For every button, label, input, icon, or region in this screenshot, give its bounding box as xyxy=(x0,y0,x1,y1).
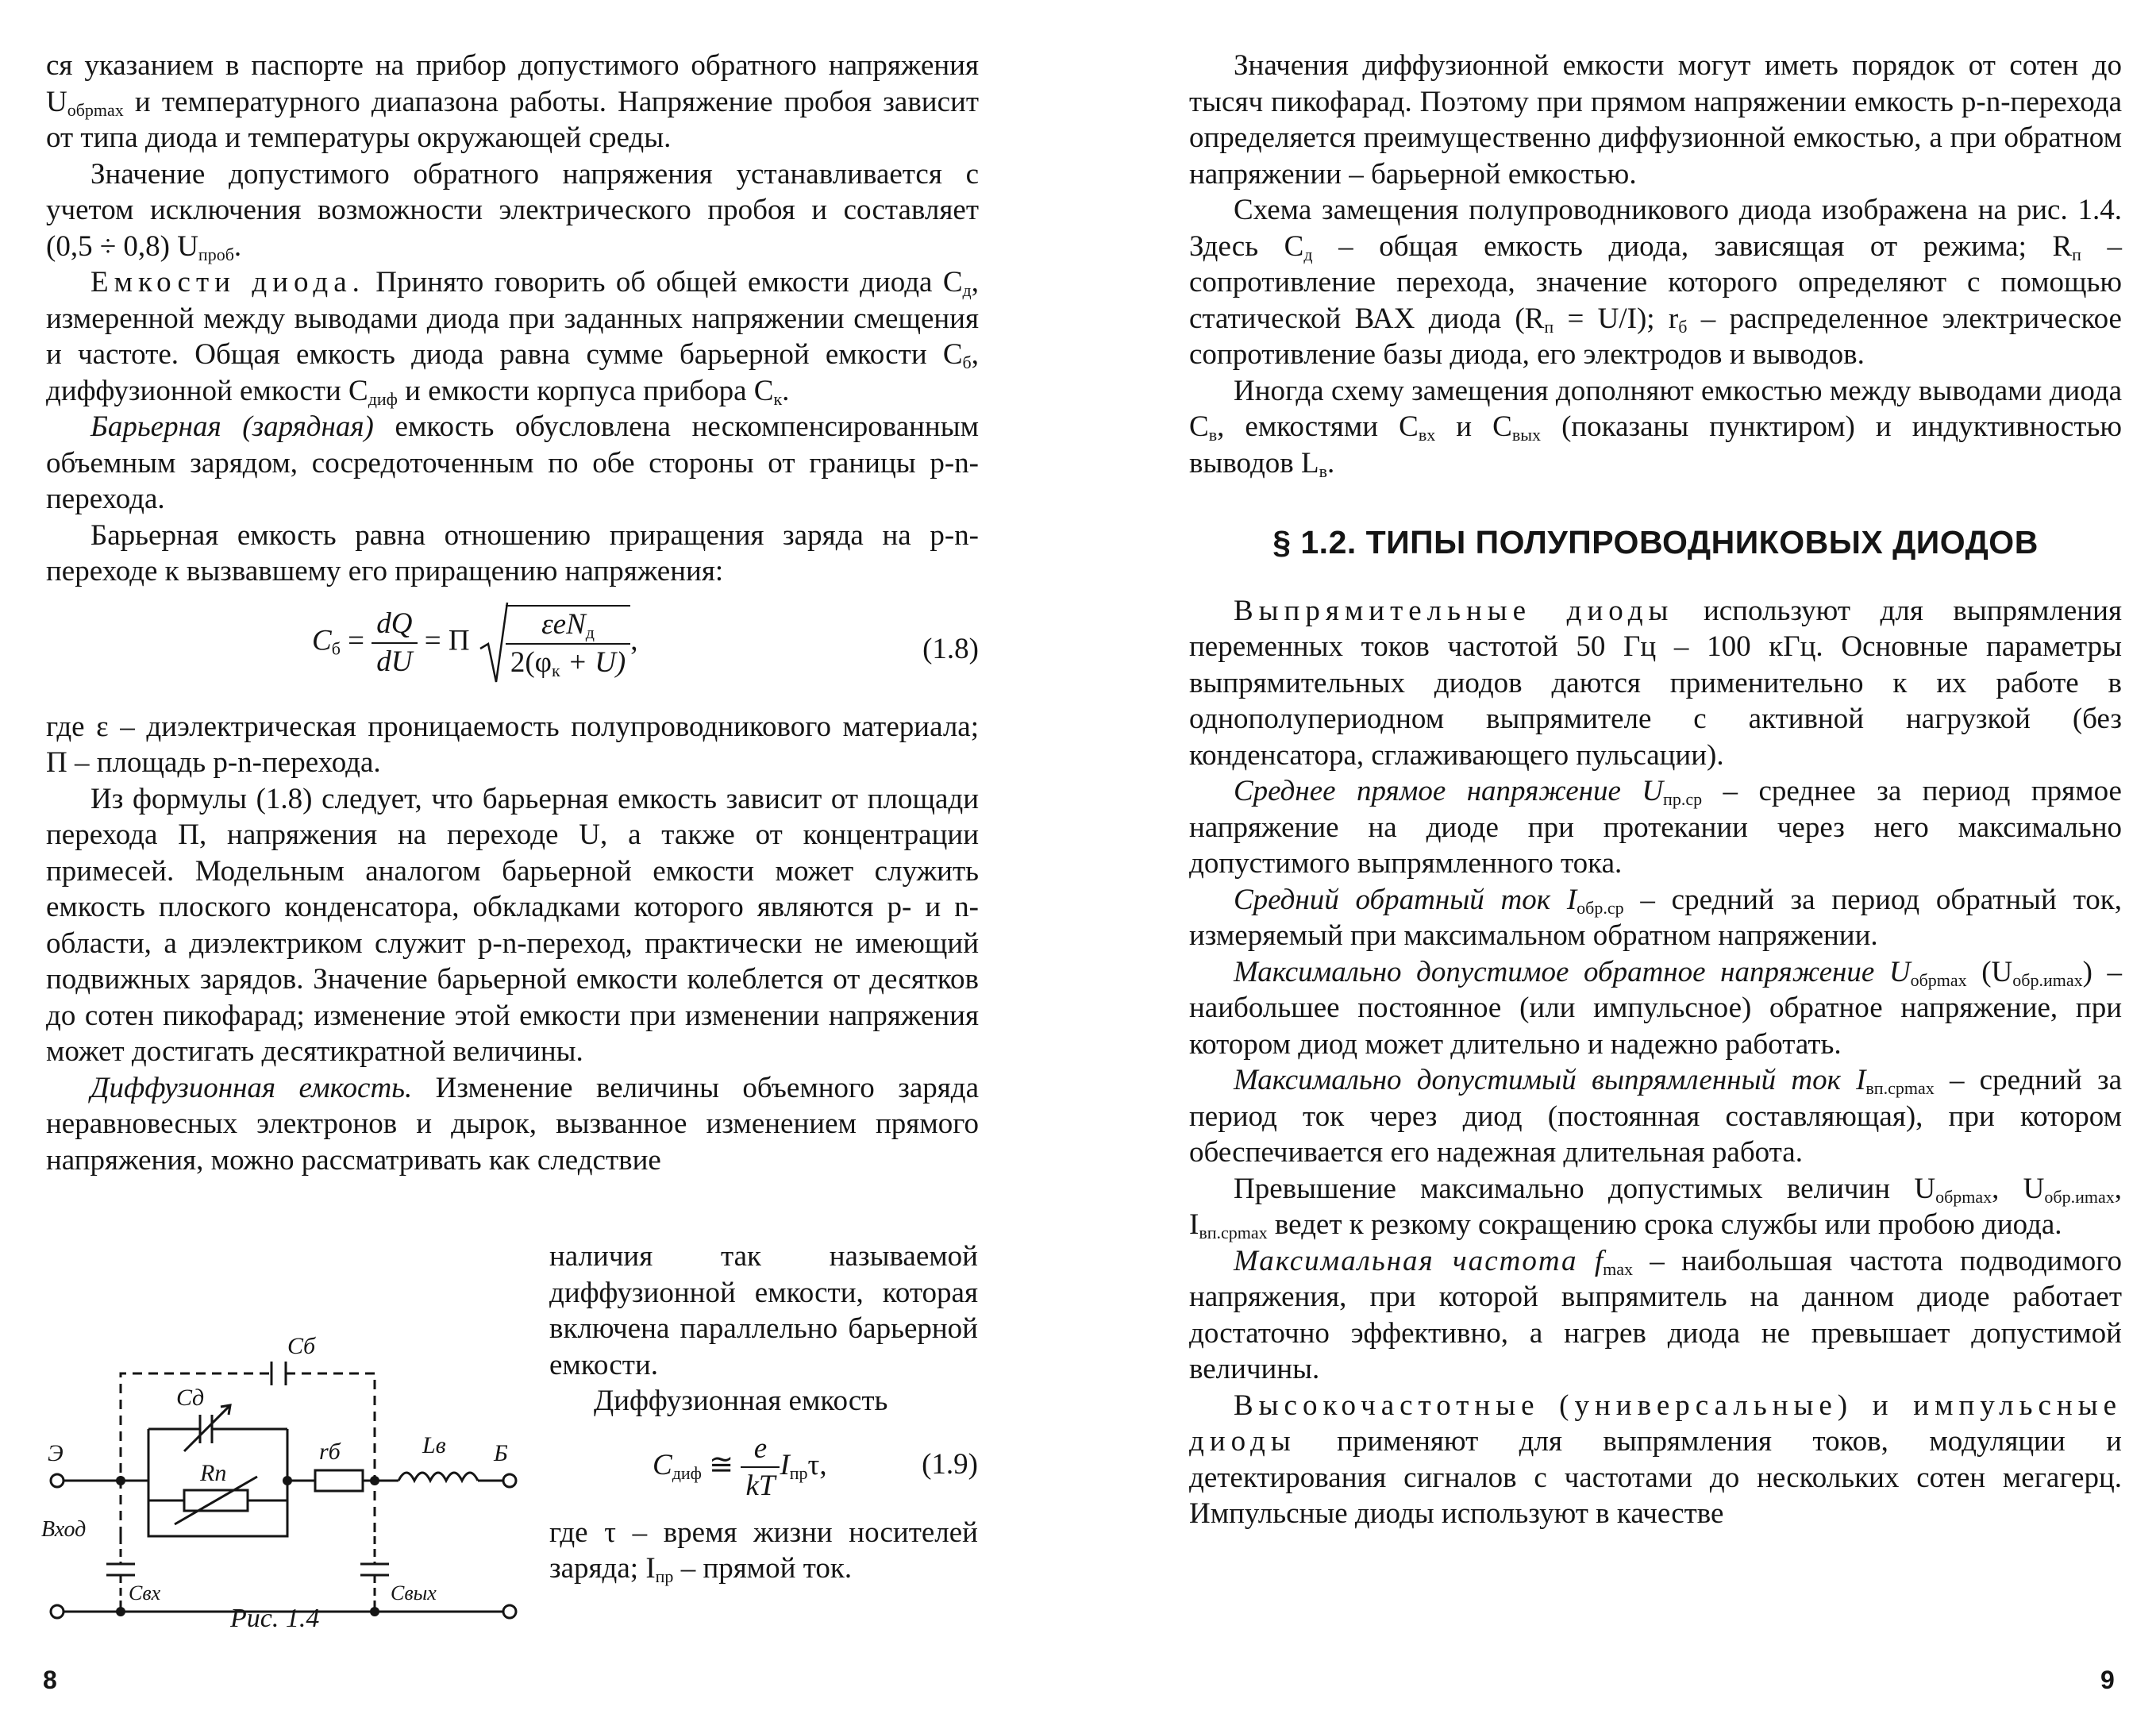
paragraph: ся указанием в паспорте на прибор допустимого обратного напряжения $U_{обрmax}$ и температурного диапазона работы. Напряжение пробоя зависит от типа диода и температуры окружающей среды. xyxy=(46,49,979,154)
paragraph: Диффузионная емкость. Изменение величины объемного заряда неравновесных электронов и дырок, вызванное изменением прямого напряжения, можно рассматривать как следствие xyxy=(46,1071,980,1177)
paragraph: Максимально допустимый выпрямленный ток $I_{вп.срmax}$ – средний за период ток через диод (постоянная составляющая), при котором обеспечивается его надежная длительная работа. xyxy=(1189,1064,2122,1169)
label-rb: rб xyxy=(319,1439,341,1465)
label-cout: Cвых xyxy=(391,1581,437,1604)
label-b: Б xyxy=(494,1440,508,1466)
paragraph: где ε – диэлектрическая проницаемость полупроводникового материала; П – площадь p-n-перехода. xyxy=(46,710,979,779)
paragraph: Из формулы (1.8) следует, что барьерная емкость зависит от площади перехода П, напряжения на переходе U, а также от концентрации примесей. Модельным аналогом барьерной емкости может служить емкость плоского конденсатора, обкладками которого являются p- и n-области, а диэлектриком служит p-n-переход, практически не имеющий подвижных зарядов. Значение барьерной емкости колеблется от десятков до сотен пикофарад; изменение этой емкости при изменении напряжения может достигать десятикратной величины. xyxy=(46,782,979,1068)
label-cd: Cд xyxy=(176,1385,205,1411)
circuit-diagram xyxy=(41,1326,533,1651)
page-number: 9 xyxy=(2100,1666,2115,1694)
paragraph: Иногда схему замещения дополняют емкостью между выводами диода $C_в$, емкостями $C_{вх}$ и $C_{вых}$ (показаны пунктиром) и индуктивностью выводов $L_в$. xyxy=(1189,374,2122,481)
figure-caption: Рис. 1.4 xyxy=(230,1604,320,1633)
sqrt-sign-icon xyxy=(477,599,509,687)
formula-1-9: $C_{диф}$ ≅ $\frac{e}{kT}$ $I_{пр}\tau$, (1.9) xyxy=(549,1419,978,1515)
paragraph: Превышение максимально допустимых величин $U_{обрmax}$, $U_{обр.иmax}$, $I_{вп.срmax}$ ведет к резкому сокращению срока службы или пробою диода. xyxy=(1189,1172,2122,1242)
paragraph: Высокочастотные (универсальные) и импульсные диоды применяют для выпрямления токов, модуляции и детектирования сигналов с частотами до нескольких сотен мегагерц. Импульсные диоды используют в качестве xyxy=(1189,1389,2122,1530)
paragraph: Максимальная частота $f_{max}$ – наибольшая частота подводимого напряжения, при которой выпрямитель на данном диоде работает достаточно эффективно, а нагрев диода не превышает допустимой величины. xyxy=(1189,1244,2123,1385)
fraction: $\frac{e}{kT}$ xyxy=(741,1431,780,1504)
terminal-icon xyxy=(51,1605,64,1618)
label-e: Э xyxy=(48,1440,64,1466)
left-text-column xyxy=(46,48,979,1178)
label-input: Вход xyxy=(41,1517,87,1542)
paragraph: Значение допустимого обратного напряжения устанавливается с учетом исключения возможности электрического пробоя и составляет (0,5 ÷ 0,8) $U_{проб}$. xyxy=(46,157,979,264)
label-cin: Cвх xyxy=(129,1581,161,1604)
paragraph: Диффузионная емкость xyxy=(594,1385,888,1417)
paragraph: Максимально допустимое обратное напряжение $U_{обрmax}$ $(U_{обр.иmax})$ – наибольшее постоянное (или импульсное) обратное напряжение, при котором диод может длительно и надежно работать. xyxy=(1189,955,2122,1061)
paragraph: Схема замещения полупроводникового диода изображена на рис. 1.4. Здесь $C_д$ – общая емкость диода, зависящая от режима; $R_п$ – сопротивление перехода, значение которого определяют с помощью статической ВАХ диода $(R_п = U/I)$; $r_б$ – распределенное электрическое сопротивление базы диода, его электродов и выводов. xyxy=(1189,194,2123,371)
right-page xyxy=(1078,0,2156,1718)
label-rp: Rп xyxy=(200,1460,227,1486)
paragraph: наличия так называемой диффузионной емкости, которая включена параллельно барьерной емкости. xyxy=(549,1240,978,1381)
paragraph: Емкости диода. Принято говорить об общей емкости диода $C_д$, измеренной между выводами диода при заданных напряжении смещения и частоте. Общая емкость диода равна сумме барьерной емкости $C_б$, диффузионной емкости $C_{диф}$ и емкости корпуса прибора $C_к$. xyxy=(46,266,979,409)
label-cb: Cб xyxy=(287,1333,316,1359)
side-text xyxy=(549,1238,978,1587)
right-text-column xyxy=(1189,48,2122,1532)
section-heading: § 1.2. ТИПЫ ПОЛУПРОВОДНИКОВЫХ ДИОДОВ xyxy=(1272,524,2039,560)
terminal-icon xyxy=(51,1474,64,1487)
paragraph: где τ – время жизни носителей заряда; $I_{пр}$ – прямой ток. xyxy=(549,1516,978,1586)
inductor-lv-icon xyxy=(398,1473,478,1481)
paragraph: Барьерная емкость равна отношению приращения заряда на p-n-переходе к вызвавшему его приращению напряжения: xyxy=(46,518,979,587)
label-lv: Lв xyxy=(422,1432,446,1458)
formula-1-8: $C_б$ = $\frac{dQ}{dU}$ = П $\frac{\varepsilon eN_д}{2(\varphi_к + U)}$ , (1.8) xyxy=(46,590,979,709)
terminal-icon xyxy=(503,1605,516,1618)
paragraph: Выпрямительные диоды используют для выпрямления переменных токов частотой 50 Гц – 100 кГц. Основные параметры выпрямительных диодов даются применительно к их работе в однополупериодном выпрямителе с активной нагрузкой (без конденсатора, сглаживающего пульсации). xyxy=(1189,594,2122,772)
paragraph: Средний обратный ток $I_{обр.ср}$ – средний за период обратный ток, измеряемый при максимальном обратном напряжении. xyxy=(1189,883,2122,952)
sqrt-fraction: $\frac{\varepsilon eN_д}{2(\varphi_к + U)}$ xyxy=(506,605,630,680)
terminal-icon xyxy=(503,1474,516,1487)
page-number: 8 xyxy=(43,1666,57,1694)
fraction: $\frac{dQ}{dU}$ xyxy=(372,606,417,680)
paragraph: Значения диффузионной емкости могут иметь порядок от сотен до тысяч пикофарад. Поэтому при прямом напряжении емкость p-n-перехода определяется преимущественно диффузионной емкостью, а при обратном напряжении – барьерной емкостью. xyxy=(1189,49,2122,191)
paragraph: Среднее прямое напряжение $U_{пр.ср}$ – среднее за период прямое напряжение на диоде при протекании через него максимально допустимого выпрямленного тока. xyxy=(1189,775,2122,880)
paragraph: Барьерная (зарядная) емкость обусловлена нескомпенсированным объемным зарядом, сосредоточенным по обе стороны от границы p-n-перехода. xyxy=(46,410,979,515)
resistor-rb-icon xyxy=(315,1470,363,1491)
